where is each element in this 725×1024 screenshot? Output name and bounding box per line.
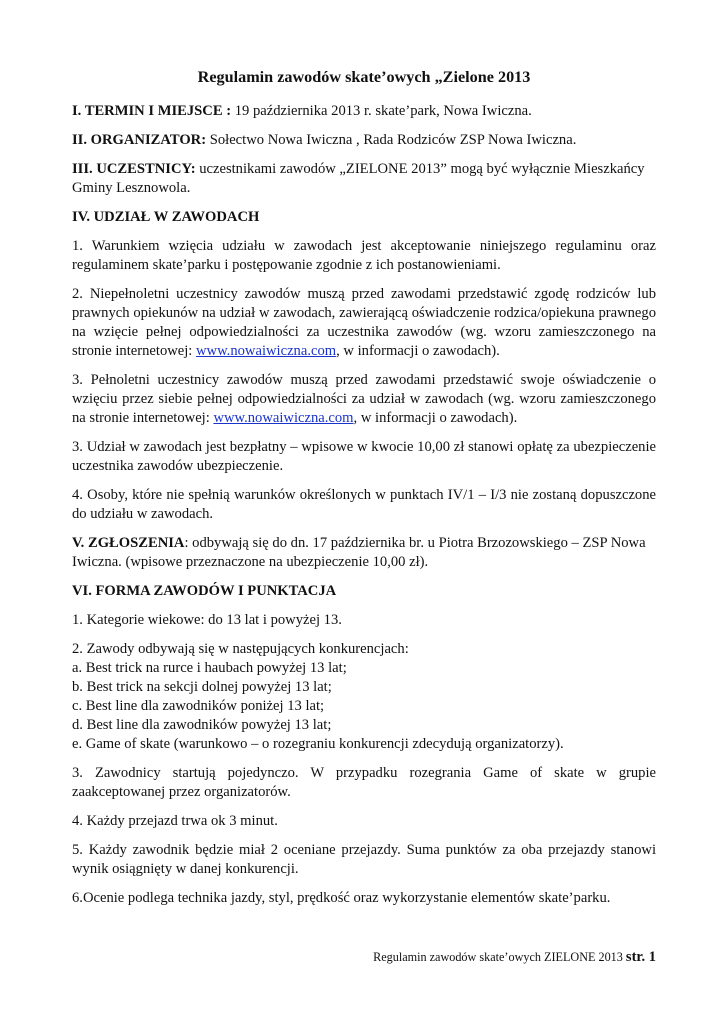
section-uczestnicy-heading: III. UCZESTNICY: (72, 161, 196, 177)
section-termin-heading: I. TERMIN I MIEJSCE : (72, 103, 232, 119)
list-item: d. Best line dla zawodników powyżej 13 lat; (72, 717, 332, 733)
forma-paragraph-1: 1. Kategorie wiekowe: do 13 lat i powyżej 13. (72, 612, 342, 628)
section-zgloszenia-heading: V. ZGŁOSZENIA (72, 535, 185, 551)
document-body (72, 66, 656, 918)
udzial-paragraph-2-tail: , w informacji o zawodach). (336, 343, 500, 359)
section-uczestnicy-text: uczestnikami zawodów „ZIELONE 2013” mogą być wyłącznie Mieszkańcy Gminy Lesznowola. (72, 161, 645, 196)
forma-paragraph-4: 4. Każdy przejazd trwa ok 3 minut. (72, 813, 278, 829)
udzial-paragraph-2-text: 2. Niepełnoletni uczestnicy zawodów muszą przed zawodami przedstawić zgodę rodziców lub prawnych opiekunów na udział w zawodach, zawierającą oświadczenie rodzica/opiekuna prawnego na wzięcie pełnej odpowiedzialności za uczestnika zawodów (wg. wzoru zamieszczonego na stronie internetowej: (72, 286, 656, 359)
section-termin (72, 102, 656, 121)
forma-paragraph-6: 6.Ocenie podlega technika jazdy, styl, prędkość oraz wykorzystanie elementów skate’parku. (72, 890, 611, 906)
section-organizator (72, 131, 656, 150)
section-forma-heading: VI. FORMA ZAWODÓW I PUNKTACJA (72, 583, 337, 599)
page-footer (373, 948, 656, 967)
udzial-paragraph-3 (72, 371, 656, 428)
list-item: c. Best line dla zawodników poniżej 13 lat; (72, 698, 325, 714)
udzial-paragraph-2 (72, 285, 656, 361)
section-zgloszenia (72, 534, 656, 572)
udzial-paragraph-5: 4. Osoby, które nie spełnią warunków określonych w punktach IV/1 – I/3 nie zostaną dopuszczone do udziału w zawodach. (72, 487, 656, 522)
section-termin-text: 19 października 2013 r. skate’park, Nowa Iwiczna. (231, 103, 532, 119)
document-title: Regulamin zawodów skate’owych „Zielone 2013 (197, 68, 531, 86)
website-link-1[interactable]: www.nowaiwiczna.com (196, 343, 337, 359)
section-udzial-heading: IV. UDZIAŁ W ZAWODACH (72, 209, 260, 225)
competition-list (72, 640, 656, 754)
competition-list-intro: 2. Zawody odbywają się w następujących konkurencjach: (72, 641, 409, 657)
forma-paragraph-5: 5. Każdy zawodnik będzie miał 2 oceniane przejazdy. Suma punktów za oba przejazdy stanowi wynik osiągnięty w danej konkurencji. (72, 842, 656, 877)
section-zgloszenia-text: : odbywają się do dn. 17 października br. u Piotra Brzozowskiego – ZSP Nowa Iwiczna. (wpisowe przeznaczone na ubezpieczenie 10,00 zł). (72, 535, 646, 570)
website-link-2[interactable]: www.nowaiwiczna.com (213, 410, 354, 426)
udzial-paragraph-1: 1. Warunkiem wzięcia udziału w zawodach jest akceptowanie niniejszego regulaminu oraz regulaminem skate’parku i postępowanie zgodnie z ich postanowieniami. (72, 238, 656, 273)
section-uczestnicy (72, 160, 656, 198)
page-number: str. 1 (625, 949, 656, 965)
list-item: b. Best trick na sekcji dolnej powyżej 13 lat; (72, 679, 332, 695)
footer-text: Regulamin zawodów skate’owych ZIELONE 2013 (373, 950, 623, 964)
udzial-paragraph-4: 3. Udział w zawodach jest bezpłatny – wpisowe w kwocie 10,00 zł stanowi opłatę za ubezpieczenie uczestnika zawodów ubezpieczenie. (72, 439, 656, 474)
section-organizator-text: Sołectwo Nowa Iwiczna , Rada Rodziców ZSP Nowa Iwiczna. (206, 132, 577, 148)
forma-paragraph-3: 3. Zawodnicy startują pojedynczo. W przypadku rozegrania Game of skate w grupie zaakceptowanej przez organizatorów. (72, 765, 656, 800)
list-item: a. Best trick na rurce i haubach powyżej 13 lat; (72, 660, 347, 676)
udzial-paragraph-3-text: 3. Pełnoletni uczestnicy zawodów muszą przed zawodami przedstawić swoje oświadczenie o wzięciu przez siebie pełnej odpowiedzialności za udział w zawodach (wg. wzoru zamieszczonego na stronie internetowej: (72, 372, 656, 426)
section-organizator-heading: II. ORGANIZATOR: (72, 132, 207, 148)
list-item: e. Game of skate (warunkowo – o rozegraniu konkurencji zdecydują organizatorzy). (72, 736, 564, 752)
udzial-paragraph-3-tail: , w informacji o zawodach). (353, 410, 518, 426)
